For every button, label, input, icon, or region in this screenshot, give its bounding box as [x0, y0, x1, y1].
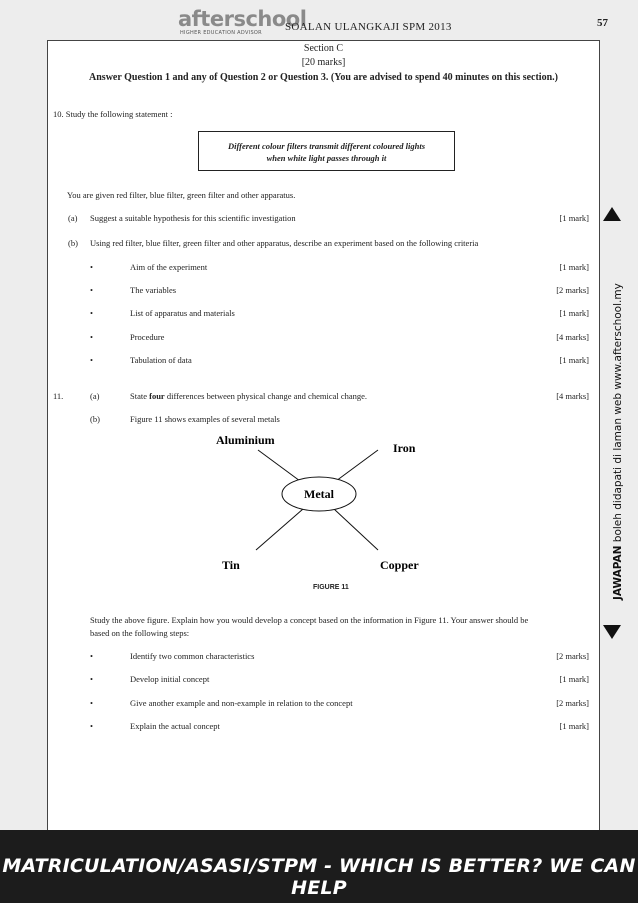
q10-criterion: Aim of the experiment — [130, 262, 208, 272]
q11-step-mark: [2 marks] — [556, 698, 589, 708]
banner-text: MATRICULATION/ASASI/STPM - WHICH IS BETTER? WE CAN HELP — [2, 855, 636, 899]
diagram-label-aluminium: Aluminium — [216, 433, 275, 447]
bullet-dot: • — [90, 285, 93, 295]
q11a-label: (a) — [90, 391, 100, 401]
q10-criterion-mark: [1 mark] — [559, 355, 589, 365]
q10-criterion-mark: [1 mark] — [559, 262, 589, 272]
study-line-2: based on the following steps: — [90, 628, 190, 638]
q10-given: You are given red filter, blue filter, green filter and other apparatus. — [67, 190, 296, 200]
q10-criterion: List of apparatus and materials — [130, 308, 235, 318]
q10a-mark: [1 mark] — [559, 213, 589, 223]
bullet-dot: • — [90, 262, 93, 272]
q11a-text: State four differences between physical change and chemical change. — [130, 391, 368, 401]
diagram-label-iron: Iron — [393, 441, 416, 455]
q11-step: Explain the actual concept — [130, 721, 220, 731]
diagram-label-copper: Copper — [380, 558, 419, 572]
sidebar-answer-note[interactable]: JAWAPAN boleh didapati di laman web www.afterschool.my — [612, 283, 624, 600]
logo-tagline: HIGHER EDUCATION ADVISOR — [180, 30, 262, 36]
bullet-dot: • — [90, 332, 93, 342]
q11-step: Identify two common characteristics — [130, 651, 255, 661]
afterschool-logo[interactable] — [178, 7, 307, 41]
q10-criterion: Tabulation of data — [130, 355, 192, 365]
arrow-up-icon — [603, 207, 621, 221]
q11-step: Develop initial concept — [130, 674, 210, 684]
q10b-text: Using red filter, blue filter, green filter and other apparatus, describe an experiment based on the following criteria — [90, 238, 479, 248]
metals-diagram — [200, 428, 440, 578]
diagram-center-label: Metal — [304, 487, 334, 501]
statement-line-2: when white light passes through it — [266, 153, 387, 163]
connector-line — [256, 509, 303, 550]
page-number: 57 — [597, 17, 608, 29]
q11-step: Give another example and non-example in relation to the concept — [130, 698, 353, 708]
running-header: SOALAN ULANGKAJI SPM 2013 — [285, 21, 452, 33]
section-marks: [20 marks] — [301, 57, 346, 68]
study-line-1: Study the above figure. Explain how you would develop a concept based on the information in Figure 11. Your answer should be — [90, 615, 529, 625]
q10-criterion: The variables — [130, 285, 177, 295]
q11b-text: Figure 11 shows examples of several metals — [130, 414, 280, 424]
statement-line-1: Different colour filters transmit different coloured lights — [227, 141, 426, 151]
bullet-dot: • — [90, 674, 93, 684]
q11-step-mark: [1 mark] — [559, 674, 589, 684]
arrow-down-icon — [603, 625, 621, 639]
q10-criterion-mark: [1 mark] — [559, 308, 589, 318]
q10a-text: Suggest a suitable hypothesis for this scientific investigation — [90, 213, 296, 223]
bullet-dot: • — [90, 308, 93, 318]
connector-line — [334, 509, 378, 550]
q11a-mark: [4 marks] — [556, 391, 589, 401]
bullet-dot: • — [90, 698, 93, 708]
connector-line — [336, 450, 378, 481]
q11-step-mark: [1 mark] — [559, 721, 589, 731]
promo-banner[interactable] — [0, 830, 638, 903]
q11-number: 11. — [53, 391, 64, 401]
section-title: Section C — [303, 43, 344, 54]
bullet-dot: • — [90, 651, 93, 661]
figure-caption: FIGURE 11 — [313, 584, 349, 591]
q10-criterion-mark: [4 marks] — [556, 332, 589, 342]
logo-wordmark: afterschool — [178, 7, 307, 31]
connector-line — [258, 450, 300, 481]
bullet-dot: • — [90, 721, 93, 731]
statement-box — [198, 131, 455, 171]
bullet-dot: • — [90, 355, 93, 365]
diagram-label-tin: Tin — [222, 558, 240, 572]
q10-intro: 10. Study the following statement : — [53, 109, 173, 119]
q11b-label: (b) — [90, 414, 100, 424]
q10a-label: (a) — [68, 213, 78, 223]
q10b-label: (b) — [68, 238, 78, 248]
q10-criterion: Procedure — [130, 332, 165, 342]
section-instruction: Answer Question 1 and any of Question 2 or Question 3. (You are advised to spend 40 minutes on this section.) — [89, 72, 558, 83]
q11-step-mark: [2 marks] — [556, 651, 589, 661]
q10-criterion-mark: [2 marks] — [556, 285, 589, 295]
